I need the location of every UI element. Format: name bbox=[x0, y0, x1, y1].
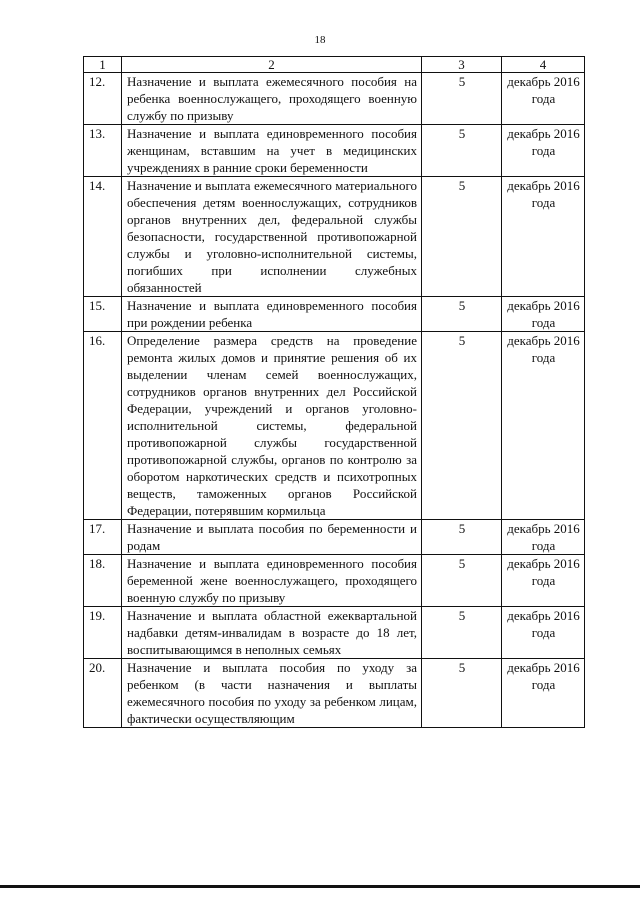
row-number: 20. bbox=[84, 659, 122, 728]
header-col-4: 4 bbox=[502, 57, 585, 73]
deadline: декабрь 2016 года bbox=[502, 555, 585, 607]
deadline: декабрь 2016 года bbox=[502, 332, 585, 520]
stage-value: 5 bbox=[422, 297, 502, 332]
stage-value: 5 bbox=[422, 177, 502, 297]
row-number: 14. bbox=[84, 177, 122, 297]
service-name: Назначение и выплата пособия по уходу за ребенком (в части назначения и выплаты ежемесячного пособия по уходу за ребенком лицам, фактически осуществляющим bbox=[122, 659, 422, 728]
service-name: Определение размера средств на проведение ремонта жилых домов и принятие решения об их выделении членам семей военнослужащих, сотрудников органов внутренних дел Российской Федерации, учреждений и органов уголовно-исполнительной системы, федеральной противопожарной службы государственной противопожарной службы, органов по контролю за оборотом наркотических средств и психотропных веществ, таможенных органов Российской Федерации, потерявшим кормильца bbox=[122, 332, 422, 520]
service-name: Назначение и выплата единовременного пособия при рождении ребенка bbox=[122, 297, 422, 332]
deadline: декабрь 2016 года bbox=[502, 659, 585, 728]
row-number: 15. bbox=[84, 297, 122, 332]
table-row bbox=[84, 332, 585, 520]
deadline: декабрь 2016 года bbox=[502, 177, 585, 297]
table-row bbox=[84, 73, 585, 125]
deadline: декабрь 2016 года bbox=[502, 607, 585, 659]
row-number: 12. bbox=[84, 73, 122, 125]
stage-value: 5 bbox=[422, 555, 502, 607]
row-number: 16. bbox=[84, 332, 122, 520]
page-bottom-rule bbox=[0, 885, 640, 888]
deadline: декабрь 2016 года bbox=[502, 125, 585, 177]
page-number: 18 bbox=[314, 34, 326, 46]
header-col-3: 3 bbox=[422, 57, 502, 73]
deadline: декабрь 2016 года bbox=[502, 520, 585, 555]
table-row bbox=[84, 607, 585, 659]
stage-value: 5 bbox=[422, 125, 502, 177]
header-col-1: 1 bbox=[84, 57, 122, 73]
service-name: Назначение и выплата областной ежеквартальной надбавки детям-инвалидам в возрасте до 18 лет, воспитывающимся в неполных семьях bbox=[122, 607, 422, 659]
deadline: декабрь 2016 года bbox=[502, 297, 585, 332]
service-name: Назначение и выплата единовременного пособия женщинам, вставшим на учет в медицинских учреждениях в ранние сроки беременности bbox=[122, 125, 422, 177]
table-row bbox=[84, 125, 585, 177]
stage-value: 5 bbox=[422, 659, 502, 728]
table-row bbox=[84, 297, 585, 332]
stage-value: 5 bbox=[422, 73, 502, 125]
table-header-row bbox=[84, 57, 585, 73]
table-row bbox=[84, 520, 585, 555]
table-row bbox=[84, 555, 585, 607]
row-number: 17. bbox=[84, 520, 122, 555]
header-col-2: 2 bbox=[122, 57, 422, 73]
service-name: Назначение и выплата пособия по беременности и родам bbox=[122, 520, 422, 555]
service-name: Назначение и выплата ежемесячного пособия на ребенка военнослужащего, проходящего военную службу по призыву bbox=[122, 73, 422, 125]
table-row bbox=[84, 659, 585, 728]
row-number: 19. bbox=[84, 607, 122, 659]
row-number: 13. bbox=[84, 125, 122, 177]
stage-value: 5 bbox=[422, 332, 502, 520]
service-name: Назначение и выплата единовременного пособия беременной жене военнослужащего, проходящего военную службу по призыву bbox=[122, 555, 422, 607]
row-number: 18. bbox=[84, 555, 122, 607]
stage-value: 5 bbox=[422, 607, 502, 659]
deadline: декабрь 2016 года bbox=[502, 73, 585, 125]
table-row bbox=[84, 177, 585, 297]
stage-value: 5 bbox=[422, 520, 502, 555]
service-name: Назначение и выплата ежемесячного материального обеспечения детям военнослужащих, сотрудников органов внутренних дел, федеральной службы безопасности, государственной противопожарной службы и уголовно-исполнительной системы, погибших при исполнении служебных обязанностей bbox=[122, 177, 422, 297]
services-table bbox=[83, 56, 585, 728]
